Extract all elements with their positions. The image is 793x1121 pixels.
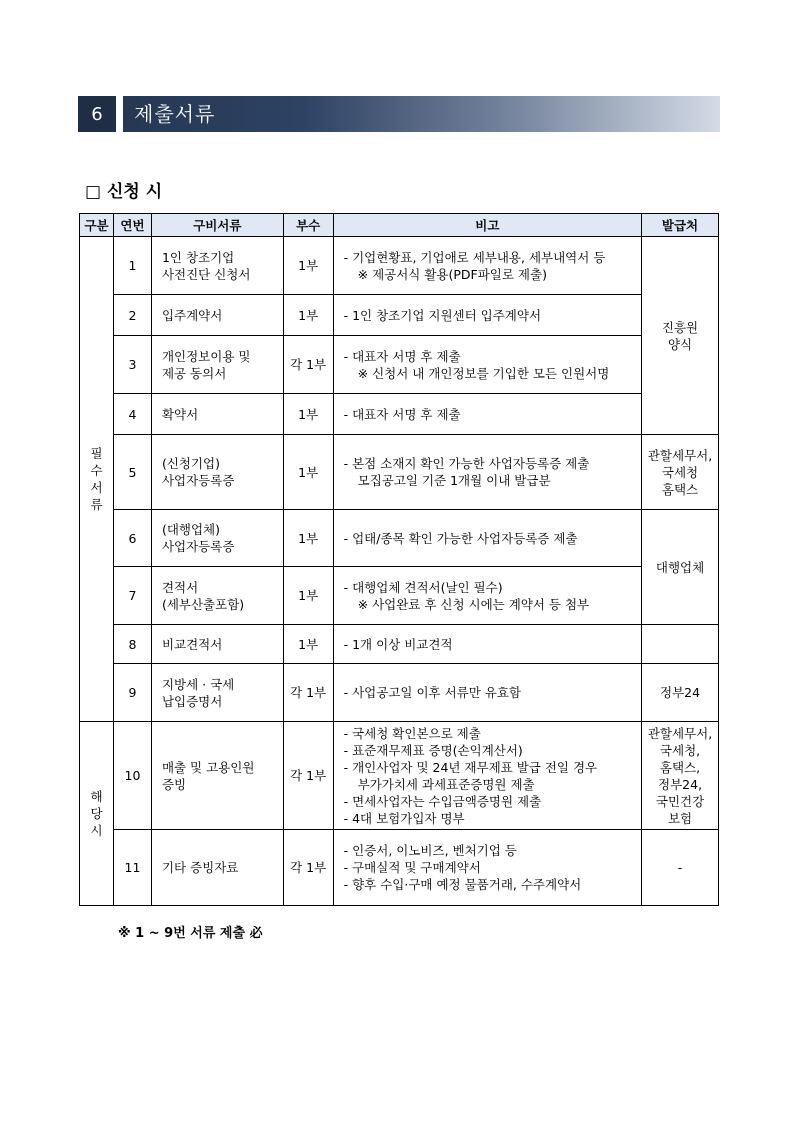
copies: 각 1부 xyxy=(283,336,333,394)
header-copies: 부수 xyxy=(283,214,333,237)
document-name: (대행업체) 사업자등록증 xyxy=(151,510,283,567)
table-row xyxy=(80,830,719,906)
row-number: 7 xyxy=(113,567,151,625)
row-number: 8 xyxy=(113,625,151,664)
issuer-empty xyxy=(642,625,719,664)
table-row xyxy=(80,237,719,295)
category-applicable xyxy=(80,722,114,906)
issuer-tax-office: 관할세무서, 국세청 홈택스 xyxy=(642,435,719,510)
table-row xyxy=(80,510,719,567)
subsection-heading: □ 신청 시 xyxy=(85,182,163,202)
document-name: 입주계약서 xyxy=(151,295,283,336)
notes: - 기업현황표, 기업애로 세부내용, 세부내역서 등 ※ 제공서식 활용(PDF파일로 제출) xyxy=(333,237,641,295)
row-number: 4 xyxy=(113,394,151,435)
notes: - 대표자 서명 후 제출 xyxy=(333,394,641,435)
table-row xyxy=(80,567,719,625)
row-number: 5 xyxy=(113,435,151,510)
notes: - 사업공고일 이후 서류만 유효함 xyxy=(333,664,641,722)
notes: - 1인 창조기업 지원센터 입주계약서 xyxy=(333,295,641,336)
document-name: 확약서 xyxy=(151,394,283,435)
copies: 1부 xyxy=(283,237,333,295)
header-category: 구분 xyxy=(80,214,114,237)
document-name: 매출 및 고용인원 증빙 xyxy=(151,722,283,830)
category-required xyxy=(80,237,114,722)
issuer-promotion-agency: 진흥원 양식 xyxy=(642,237,719,435)
category-applicable-label: 해당시 xyxy=(90,789,103,838)
copies: 각 1부 xyxy=(283,722,333,830)
notes: - 대행업체 견적서(날인 필수) ※ 사업완료 후 신청 시에는 계약서 등 첨부 xyxy=(333,567,641,625)
header-document: 구비서류 xyxy=(151,214,283,237)
document-name: 개인정보이용 및 제공 동의서 xyxy=(151,336,283,394)
row-number: 6 xyxy=(113,510,151,567)
document-name: 견적서 (세부산출포함) xyxy=(151,567,283,625)
copies: 1부 xyxy=(283,295,333,336)
section-number: 6 xyxy=(78,96,116,132)
header-notes: 비고 xyxy=(333,214,641,237)
document-name: (신청기업) 사업자등록증 xyxy=(151,435,283,510)
issuer-gov24: 정부24 xyxy=(642,664,719,722)
copies: 1부 xyxy=(283,567,333,625)
category-required-label: 필수서류 xyxy=(90,446,103,512)
table-row xyxy=(80,722,719,830)
document-name: 지방세 · 국세 납입증명서 xyxy=(151,664,283,722)
row-number: 9 xyxy=(113,664,151,722)
row-number: 2 xyxy=(113,295,151,336)
copies: 1부 xyxy=(283,394,333,435)
section-header-bar xyxy=(78,96,720,132)
issuer-multiple: 관할세무서, 국세청, 홈택스, 정부24, 국민건강 보험 xyxy=(642,722,719,830)
header-number: 연번 xyxy=(113,214,151,237)
header-issuer: 발급처 xyxy=(642,214,719,237)
notes: - 업태/종목 확인 가능한 사업자등록증 제출 xyxy=(333,510,641,567)
document-name: 1인 창조기업 사전진단 신청서 xyxy=(151,237,283,295)
row-number: 3 xyxy=(113,336,151,394)
table-row xyxy=(80,625,719,664)
table-row xyxy=(80,336,719,394)
copies: 1부 xyxy=(283,435,333,510)
row-number: 1 xyxy=(113,237,151,295)
table-row xyxy=(80,394,719,435)
footnote: ※ 1 ~ 9번 서류 제출 必 xyxy=(118,926,263,941)
notes: - 대표자 서명 후 제출 ※ 신청서 내 개인정보를 기입한 모든 인원서명 xyxy=(333,336,641,394)
notes: - 국세청 확인본으로 제출 - 표준재무제표 증명(손익계산서) - 개인사업자 및 24년 재무제표 발급 전일 경우 부가가치세 과세표준증명원 제출 - 면세사업자는 수입금액증명원 제출 - 4대 보험가입자 명부 xyxy=(333,722,641,830)
section-title: 제출서류 xyxy=(134,102,216,126)
document-name: 비교견적서 xyxy=(151,625,283,664)
copies: 1부 xyxy=(283,625,333,664)
table-row xyxy=(80,295,719,336)
notes: - 인증서, 이노비즈, 벤처기업 등 - 구매실적 및 구매계약서 - 향후 수입·구매 예정 물품거래, 수주계약서 xyxy=(333,830,641,906)
documents-table xyxy=(79,213,719,906)
document-name: 기타 증빙자료 xyxy=(151,830,283,906)
copies: 각 1부 xyxy=(283,830,333,906)
issuer-agency: 대행업체 xyxy=(642,510,719,625)
header-divider xyxy=(116,96,123,132)
row-number: 11 xyxy=(113,830,151,906)
table-row xyxy=(80,435,719,510)
table-header-row xyxy=(80,214,719,237)
notes: - 본점 소재지 확인 가능한 사업자등록증 제출 모집공고일 기준 1개월 이내 발급분 xyxy=(333,435,641,510)
copies: 각 1부 xyxy=(283,664,333,722)
issuer-none: - xyxy=(642,830,719,906)
row-number: 10 xyxy=(113,722,151,830)
copies: 1부 xyxy=(283,510,333,567)
notes: - 1개 이상 비교견적 xyxy=(333,625,641,664)
table-row xyxy=(80,664,719,722)
